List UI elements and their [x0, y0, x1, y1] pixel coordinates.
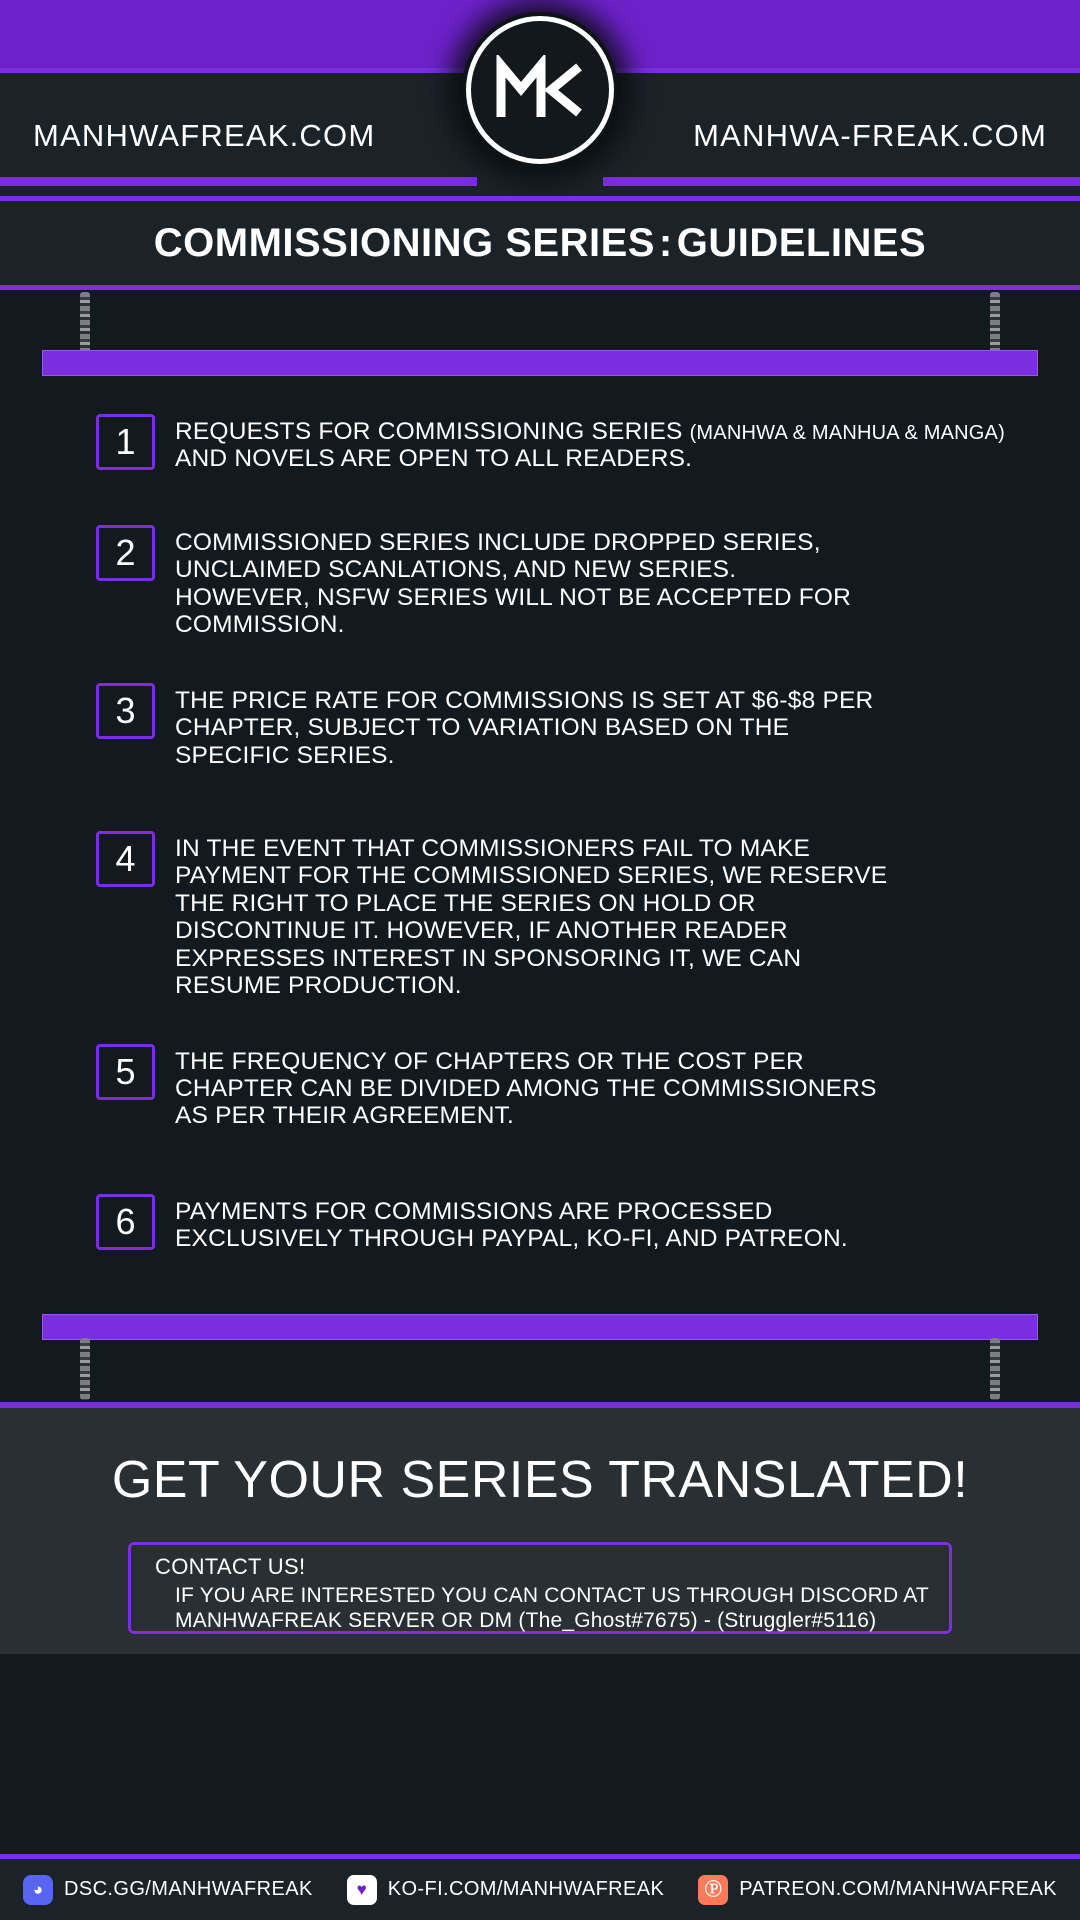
site-url-left[interactable]: MANHWAFREAK.COM — [33, 118, 376, 153]
rule-number: 5 — [96, 1044, 155, 1100]
chain-bottom-right — [990, 1338, 1000, 1400]
rule-text — [175, 523, 875, 639]
page-title-band — [0, 196, 1080, 290]
list-item — [0, 829, 1080, 1000]
page-title-main: COMMISSIONING SERIES — [153, 220, 655, 265]
contact-details: IF YOU ARE INTERESTED YOU CAN CONTACT US THROUGH DISCORD AT MANHWAFREAK SERVER OR DM (The_Ghost#7675) - (Struggler#5116) — [175, 1584, 929, 1633]
call-to-action-section — [0, 1402, 1080, 1654]
social-link-label: DSC.GG/MANHWAFREAK — [64, 1878, 313, 1900]
chain-top-right — [990, 292, 1000, 354]
contact-title: CONTACT US! — [155, 1554, 306, 1579]
rule-number: 4 — [96, 831, 155, 887]
rule-text — [175, 1042, 905, 1130]
list-item — [0, 1192, 1080, 1253]
list-item — [0, 412, 1080, 473]
rule-text — [175, 681, 895, 769]
social-links-bar — [0, 1854, 1080, 1920]
site-header — [0, 0, 1080, 196]
rule-text-before: THE PRICE RATE FOR COMMISSIONS IS SET AT $6-$8 PER CHAPTER, SUBJECT TO VARIATION BASED ON THE SPECIFIC SERIES. — [175, 686, 874, 769]
page-title — [154, 221, 926, 266]
site-url-right[interactable]: MANHWA-FREAK.COM — [693, 118, 1047, 153]
rule-number: 3 — [96, 683, 155, 739]
rule-text-before: REQUESTS FOR COMMISSIONING SERIES — [175, 418, 690, 445]
social-link-label: KO-FI.COM/MANHWAFREAK — [387, 1878, 665, 1900]
list-item — [0, 681, 1080, 769]
rule-text-before: COMMISSIONED SERIES INCLUDE DROPPED SERIES, UNCLAIMED SCANLATIONS, AND NEW SERIES. HOWEVER, NSFW SERIES WILL NOT BE ACCEPTED FOR COMMISSION. — [175, 528, 852, 639]
header-underline-right — [603, 177, 1080, 186]
rule-text-before: PAYMENTS FOR COMMISSIONS ARE PROCESSED EXCLUSIVELY THROUGH PAYPAL, KO-FI, AND PATREON. — [175, 1197, 848, 1253]
discord-icon: ◕ — [23, 1875, 53, 1905]
rule-number: 6 — [96, 1194, 155, 1250]
rule-text-after: AND NOVELS ARE OPEN TO ALL READERS. — [175, 445, 693, 473]
header-underline-left — [0, 177, 477, 186]
patreon-icon: Ⓟ — [698, 1875, 728, 1905]
rule-number: 2 — [96, 525, 155, 581]
logo-monogram-icon — [495, 55, 585, 125]
guidelines-section — [0, 290, 1080, 1402]
rule-text-small: (MANHWA & MANHUA & MANGA) — [689, 422, 1005, 444]
cta-heading: GET YOUR SERIES TRANSLATED! — [111, 1451, 969, 1509]
divider-bar-top — [42, 350, 1038, 376]
social-link-discord[interactable] — [23, 1875, 313, 1905]
rule-text — [175, 829, 905, 1000]
rule-text-before: IN THE EVENT THAT COMMISSIONERS FAIL TO MAKE PAYMENT FOR THE COMMISSIONED SERIES, WE RESERVE THE RIGHT TO PLACE THE SERIES ON HOLD OR DISCONTINUE IT. HOWEVER, IF ANOTHER READER EXPRESSES INTEREST IN SPONSORING IT, WE CAN RESUME PRODUCTION. — [175, 834, 888, 1000]
divider-bar-bottom — [42, 1314, 1038, 1340]
guidelines-list — [0, 412, 1080, 1293]
rule-text — [175, 412, 1050, 473]
social-link-label: PATREON.COM/MANHWAFREAK — [739, 1878, 1057, 1900]
page-title-highlight: GUIDELINES — [676, 220, 927, 265]
rule-number: 1 — [96, 414, 155, 470]
site-logo[interactable] — [466, 16, 614, 164]
chain-top-left — [80, 292, 90, 354]
rule-text-before: THE FREQUENCY OF CHAPTERS OR THE COST PER CHAPTER CAN BE DIVIDED AMONG THE COMMISSIONERS AS PER THEIR AGREEMENT. — [175, 1047, 877, 1130]
list-item — [0, 1042, 1080, 1130]
social-link-patreon[interactable] — [698, 1875, 1057, 1905]
rule-text — [175, 1192, 875, 1253]
contact-box — [128, 1542, 952, 1634]
list-item — [0, 523, 1080, 639]
page-title-separator: : — [658, 220, 673, 265]
social-link-kofi[interactable] — [347, 1875, 665, 1905]
chain-bottom-left — [80, 1338, 90, 1400]
kofi-icon: ♥ — [347, 1875, 377, 1905]
